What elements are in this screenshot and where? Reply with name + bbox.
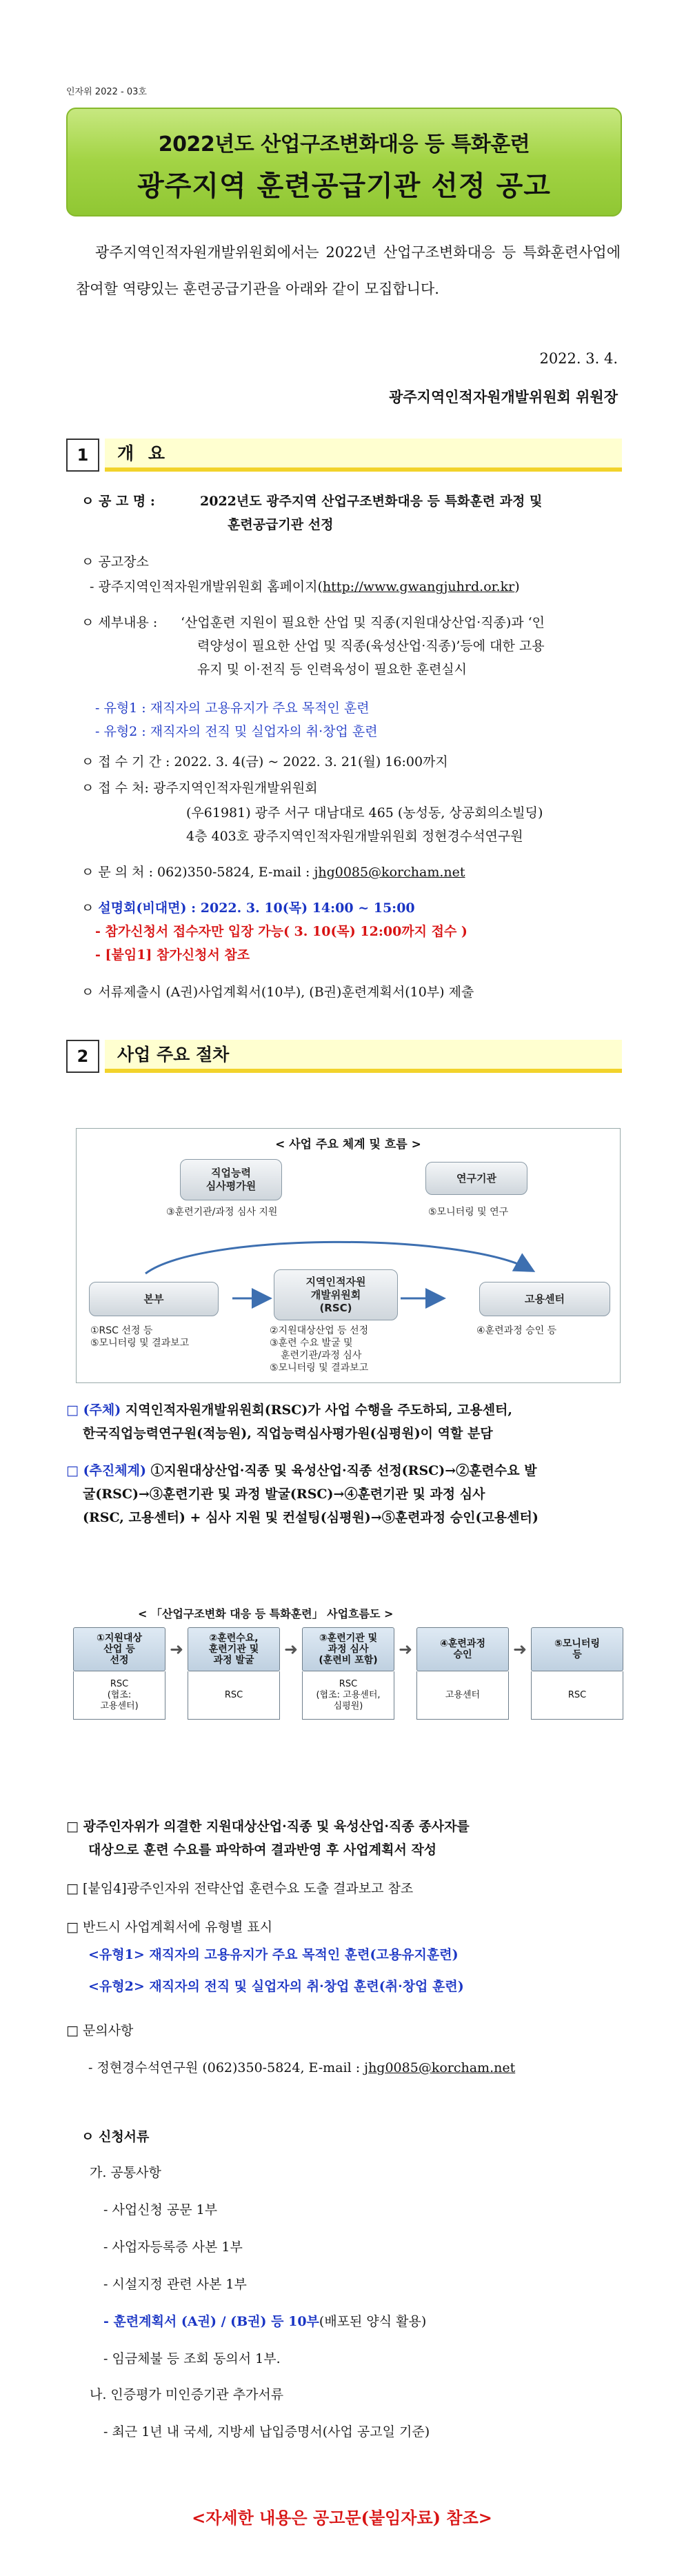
document-item-4-note: (배포된 양식 활용) [319,2314,427,2329]
guide-contact [88,2057,515,2078]
employment-center-note: ④훈련과정 승인 등 [476,1325,557,1336]
intro-paragraph: 광주지역인적자원개발위원회에서는 2022년 산업구조변화대응 등 특화훈련사업에 참여할 역량있는 훈련공급기관을 아래와 같이 모집합니다. [76,244,621,297]
notice-name-value-1: 2022년도 광주지역 산업구조변화대응 등 특화훈련 과정 및 [200,494,543,509]
guide-3-line: □ 반드시 사업계획서에 유형별 표시 [66,1920,273,1935]
document-number: 인자위 2022 - 03호 [66,87,147,97]
document-item-4-main: - 훈련계획서 (A권) / (B권) 등 10부 [103,2314,319,2329]
point-system-3: (RSC, 고용센터) + 심사 지원 및 컨설팅(심평원)→⑤훈련과정 승인(고용센터) [83,1510,539,1525]
banner-subtitle: 2022년도 산업구조변화대응 등 특화훈련 [158,132,530,157]
contact-text: ㅇ 문 의 처 : 062)350-5824, E-mail : [81,865,314,880]
process-step-5-body: RSC [531,1671,623,1720]
research-agency-box: 연구기관 [425,1162,527,1195]
section-2-header [66,1040,622,1073]
point-system-label: □ (추진체계) [66,1463,151,1478]
application-period: ㅇ 접 수 기 간 : 2022. 3. 4(금) ~ 2022. 3. 21(월) 16:00까지 [81,754,448,769]
documents-title: ㅇ 신청서류 [81,2129,150,2144]
process-arrow-icon: ➜ [399,1640,413,1659]
guide-4-line: □ 문의사항 [66,2023,134,2038]
process-arrow-icon: ➜ [513,1640,527,1659]
point-subject-text: 지역인적자원개발위원회(RSC)가 사업 수행을 주도하되, 고용센터, [125,1402,513,1418]
section-1-title: 개 요 [105,439,622,472]
detail-line-2: 력양성이 필요한 산업 및 직종(육성산업·직종)’등에 대한 고용 [197,638,545,654]
banner-title: 광주지역 훈련공급기관 선정 공고 [137,170,551,202]
document-item-5: - 임금체불 등 조회 동의서 1부. [103,2351,281,2366]
section-2-title: 사업 주요 절차 [105,1040,622,1073]
guide-type-1: <유형1> 재직자의 고용유지가 주요 목적인 훈련(고용유지훈련) [88,1947,459,1962]
section-1-number: 1 [66,439,99,472]
receipt-place-label: ㅇ 접 수 처: 광주지역인적자원개발위원회 [81,781,318,796]
contact-email-link[interactable]: jhg0085@korcham.net [314,865,465,880]
point-system-2: 굴(RSC)→③훈련기관 및 과정 발굴(RSC)→④훈련기관 및 과정 심사 [83,1487,485,1502]
section-2-number: 2 [66,1040,99,1073]
point-subject-2: 한국직업능력연구원(적능원), 직업능력심사평가원(심평원)이 역할 분담 [83,1426,493,1441]
receipt-address-1: (우61981) 광주 서구 대남대로 465 (농성동, 상공회의소빌딩) [186,805,543,821]
receipt-address-2: 4층 403호 광주지역인적자원개발위원회 정현경수석연구원 [186,829,523,844]
briefing-bullet: ㅇ [81,900,94,916]
rsc-note-3: 훈련기관/과정 심사 [281,1350,362,1361]
rsc-box: 지역인적자원 개발위원회 (RSC) [274,1269,398,1320]
homepage-link[interactable]: http://www.gwangjuhrd.or.kr [322,579,515,594]
notice-place-close: ) [514,579,520,594]
briefing-line [81,898,415,918]
guide-1-line-1: □ 광주인자위가 의결한 지원대상산업·직종 및 육성산업·직종 종사자를 [66,1819,470,1834]
detail-line-3: 유지 및 이·전직 등 인력육성이 필요한 훈련실시 [197,662,467,677]
process-step-2-head: ②훈련수요, 훈련기관 및 과정 발굴 [188,1627,280,1671]
process-step-1-head: ①지원대상 산업 등 선정 [73,1627,165,1671]
headquarters-box: 본부 [89,1282,219,1316]
guide-1-line-2: 대상으로 훈련 수요를 파악하여 결과반영 후 사업계획서 작성 [88,1842,437,1858]
point-system-1 [66,1460,537,1481]
footer-reference-note: <자세한 내용은 공고문(붙임자료) 참조> [192,2508,492,2528]
guide-email-link[interactable]: jhg0085@korcham.net [364,2060,516,2075]
rsc-note-4: ⑤모니터링 및 결과보고 [270,1362,369,1373]
review-agency-note: ③훈련기관/과정 심사 지원 [166,1207,278,1218]
employment-center-box: 고용센터 [479,1282,610,1316]
notice-name-value-2: 훈련공급기관 선정 [228,517,334,532]
documents-extra: 나. 인증평가 미인증기관 추가서류 [90,2387,284,2402]
process-step-2-body: RSC [188,1671,280,1720]
title-banner [66,108,622,217]
process-step-4-body: 고용센터 [416,1671,509,1720]
guide-type-2: <유형2> 재직자의 전직 및 실업자의 취·창업 훈련(취·창업 훈련) [88,1979,464,1994]
type-1-line: - 유형1 : 재직자의 고용유지가 주요 목적인 훈련 [95,701,370,716]
flow-title: < 사업 주요 체계 및 흐름 > [275,1138,421,1151]
section-1-header [66,439,622,472]
briefing-note-1: - 참가신청서 접수자만 입장 가능( 3. 10(목) 12:00까지 접수 ) [95,924,467,939]
point-system-text: ①지원대상산업·직종 및 육성산업·직종 선정(RSC)→②훈련수요 발 [150,1463,537,1478]
headquarters-note-1: ①RSC 선정 등 [90,1325,153,1336]
headquarters-note-2: ⑤모니터링 및 결과보고 [90,1338,190,1349]
process-step-1-body: RSC (협조: 고용센터) [73,1671,165,1720]
process-title: < 「산업구조변화 대응 등 특화훈련」 사업흐름도 > [138,1607,394,1620]
review-agency-box: 직업능력 심사평가원 [180,1159,282,1200]
briefing-session: 설명회(비대면) : 2022. 3. 10(목) 14:00 ~ 15:00 [98,900,415,916]
point-subject-label: □ (주체) [66,1402,125,1418]
rsc-note-1: ②지원대상산업 등 선정 [270,1325,369,1336]
process-arrow-icon: ➜ [284,1640,299,1659]
document-item-2: - 사업자등록증 사본 1부 [103,2240,243,2255]
notice-place-value [90,576,520,597]
guide-2-line: □ [붙임4]광주인자위 전략산업 훈련수요 도출 결과보고 참조 [66,1881,414,1896]
document-item-1: - 사업신청 공문 1부 [103,2202,218,2217]
detail-line-1: ‘산업훈련 지원이 필요한 산업 및 직종(지원대상산업·직종)과 ‘인 [181,615,545,630]
guide-contact-text: - 정현경수석연구원 (062)350-5824, E-mail : [88,2060,365,2075]
issuer-name: 광주지역인적자원개발위원회 위원장 [389,388,618,405]
detail-label: ㅇ 세부내용 : [81,615,158,630]
notice-name-label: ㅇ 공 고 명 : [81,494,155,509]
point-subject-1 [66,1400,512,1420]
process-step-5-head: ⑤모니터링 등 [531,1627,623,1671]
process-arrow-icon: ➜ [170,1640,184,1659]
documents-common: 가. 공통사항 [90,2165,161,2180]
process-step-3-body: RSC (협조: 고용센터, 심평원) [302,1671,394,1720]
business-flow-diagram [76,1128,621,1383]
document-item-3: - 시설지정 관련 사본 1부 [103,2277,247,2292]
briefing-note-2: - [붙임1] 참가신청서 참조 [95,947,250,963]
document-item-4 [103,2311,426,2332]
document-extra-item-1: - 최근 1년 내 국세, 지방세 납입증명서(사업 공고일 기준) [103,2424,430,2439]
submission-line: ㅇ 서류제출시 (A권)사업계획서(10부), (B권)훈련계획서(10부) 제출 [81,985,474,1000]
contact-line [81,862,465,883]
notice-place-label: ㅇ 공고장소 [81,554,149,570]
process-step-4-head: ④훈련과정 승인 [416,1627,509,1671]
notice-place-text: - 광주지역인적자원개발위원회 홈페이지( [90,579,323,594]
process-step-3-head: ③훈련기관 및 과정 심사 (훈련비 포함) [302,1627,394,1671]
notice-date: 2022. 3. 4. [539,350,618,367]
type-2-line: - 유형2 : 재직자의 전직 및 실업자의 취·창업 훈련 [95,724,378,739]
research-agency-note: ⑤모니터링 및 연구 [428,1207,509,1218]
rsc-note-2: ③훈련 수요 발굴 및 [270,1338,353,1349]
